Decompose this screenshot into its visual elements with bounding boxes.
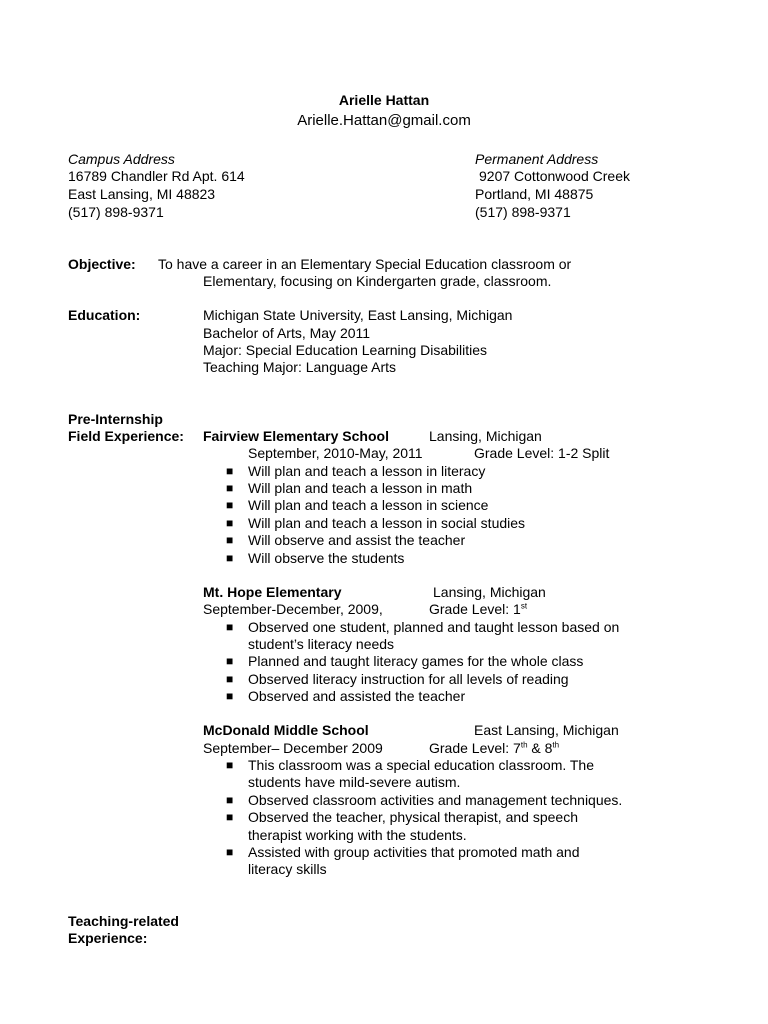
bullet-marker: ■ [226, 654, 234, 668]
objective-text-line2: Elementary, focusing on Kindergarten grade, classroom. [203, 273, 552, 289]
list-item-continuation: student’s literacy needs [248, 636, 395, 652]
campus-address-label: Campus Address [68, 151, 175, 167]
school-location: East Lansing, Michigan [474, 722, 619, 738]
school-dates: September, 2010-May, 2011 [248, 445, 423, 461]
bullet-marker: ■ [226, 810, 234, 824]
education-line: Michigan State University, East Lansing, Michigan [203, 307, 513, 323]
bullet-marker: ■ [226, 672, 234, 686]
bullet-marker: ■ [226, 793, 234, 807]
education-line: Bachelor of Arts, May 2011 [203, 325, 371, 341]
list-item-continuation: literacy skills [248, 861, 327, 877]
list-item: Assisted with group activities that promoted math and [248, 844, 580, 860]
grade-level: Grade Level: 1-2 Split [474, 445, 610, 461]
bullet-marker: ■ [226, 551, 234, 565]
school-dates: September-December, 2009, [203, 601, 383, 617]
list-item: Will plan and teach a lesson in literacy [248, 463, 486, 479]
bullet-marker: ■ [226, 533, 234, 547]
bullet-marker: ■ [226, 464, 234, 478]
list-item: Will plan and teach a lesson in science [248, 497, 489, 513]
list-item: Will observe and assist the teacher [248, 532, 466, 548]
list-item: Observed and assisted the teacher [248, 688, 466, 704]
education-line: Major: Special Education Learning Disabilities [203, 342, 488, 358]
bullet-marker: ■ [226, 498, 234, 512]
campus-street: 16789 Chandler Rd Apt. 614 [68, 168, 245, 184]
bullet-marker: ■ [226, 845, 234, 859]
list-item: Observed literacy instruction for all levels of reading [248, 671, 569, 687]
list-item: Will observe the students [248, 550, 405, 566]
email-address: Arielle.Hattan@gmail.com [297, 112, 471, 129]
list-item: Observed the teacher, physical therapist, and speech [248, 809, 578, 825]
bullet-marker: ■ [226, 481, 234, 495]
bullet-marker: ■ [226, 758, 234, 772]
list-item-continuation: students have mild-severe autism. [248, 774, 461, 790]
grade-level: Grade Level: 7th & 8th [429, 740, 560, 756]
school-dates: September– December 2009 [203, 740, 383, 756]
school-name: Mt. Hope Elementary [203, 584, 342, 600]
resume-name: Arielle Hattan [338, 92, 430, 108]
education-label: Education: [68, 307, 141, 323]
list-item: Will plan and teach a lesson in math [248, 480, 473, 496]
permanent-address-label: Permanent Address [475, 151, 599, 167]
education-line: Teaching Major: Language Arts [203, 359, 397, 375]
field-experience-label-line2: Field Experience: [68, 428, 184, 444]
list-item-continuation: therapist working with the students. [248, 827, 467, 843]
school-location: Lansing, Michigan [429, 428, 542, 444]
school-name: McDonald Middle School [203, 722, 369, 738]
bullet-marker: ■ [226, 689, 234, 703]
permanent-city: Portland, MI 48875 [475, 186, 594, 202]
campus-phone: (517) 898-9371 [68, 204, 164, 220]
teaching-experience-label-line1: Teaching-related [68, 913, 179, 929]
school-name: Fairview Elementary School [203, 428, 389, 444]
list-item: Observed one student, planned and taught lesson based on [248, 619, 620, 635]
bullet-marker: ■ [226, 516, 234, 530]
list-item: Observed classroom activities and management techniques. [248, 792, 623, 808]
field-experience-label-line1: Pre-Internship [68, 411, 163, 427]
list-item: Planned and taught literacy games for the whole class [248, 653, 584, 669]
permanent-street: 9207 Cottonwood Creek [479, 168, 630, 184]
school-location: Lansing, Michigan [433, 584, 546, 600]
teaching-experience-label-line2: Experience: [68, 930, 148, 946]
permanent-phone: (517) 898-9371 [475, 204, 571, 220]
list-item: This classroom was a special education classroom. The [248, 757, 595, 773]
objective-label: Objective: [68, 256, 136, 272]
list-item: Will plan and teach a lesson in social studies [248, 515, 526, 531]
grade-level: Grade Level: 1st [429, 601, 528, 617]
campus-city: East Lansing, MI 48823 [68, 186, 216, 202]
bullet-marker: ■ [226, 620, 234, 634]
objective-text-line1: To have a career in an Elementary Special Education classroom or [158, 256, 572, 272]
